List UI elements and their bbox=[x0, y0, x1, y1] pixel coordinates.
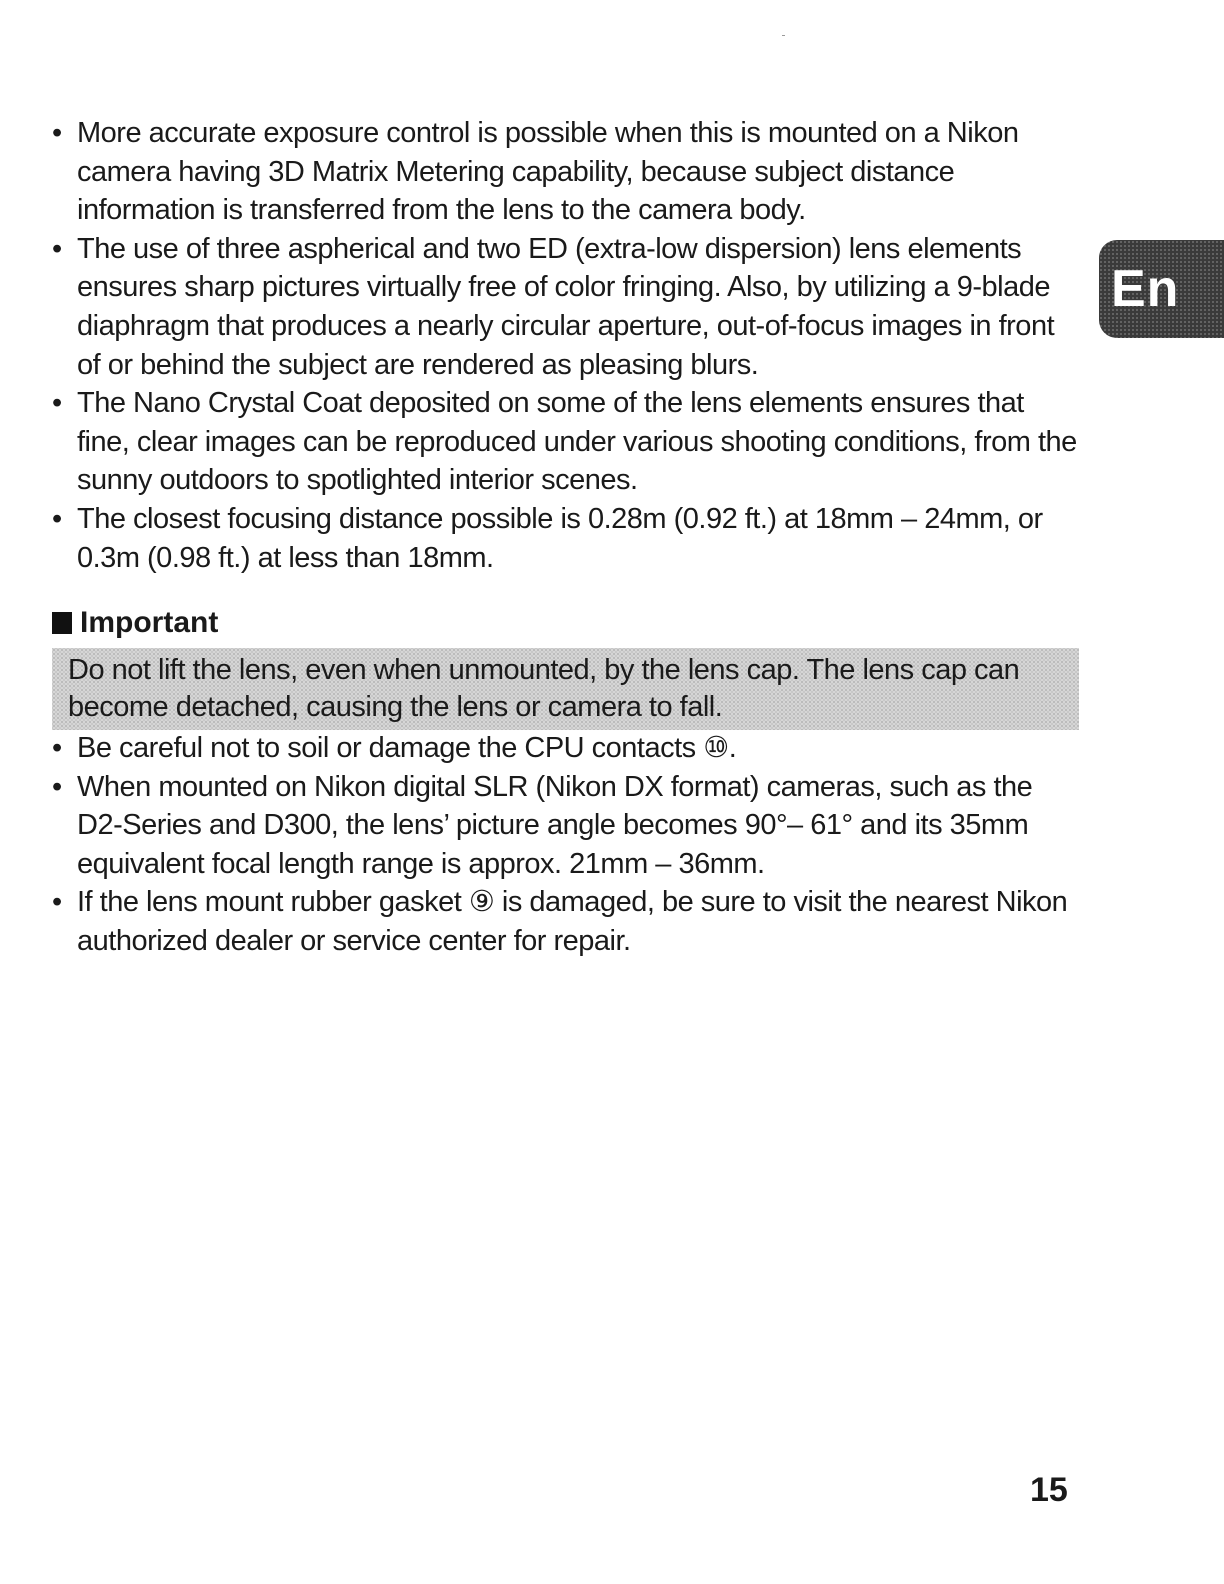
bullet-dot: • bbox=[52, 117, 62, 149]
important-item-rubber-gasket bbox=[52, 883, 1082, 960]
page-number: 15 bbox=[1030, 1471, 1068, 1509]
bullet-dot: • bbox=[52, 387, 62, 420]
feature-item-focusing-distance bbox=[52, 500, 1082, 577]
important-text: If the lens mount rubber gasket ⑨ is damaged, be sure to visit the nearest Nikon authorized dealer or service center for repair. bbox=[77, 886, 1068, 957]
feature-text: More accurate exposure control is possible when this is mounted on a Nikon camera having 3D Matrix Metering capability, because subject distance information is transferred from the lens to the camera body. bbox=[77, 117, 1019, 227]
important-item-dx-format bbox=[52, 768, 1082, 884]
important-heading-text: Important bbox=[80, 606, 219, 639]
bullet-dot: • bbox=[52, 232, 62, 265]
language-tab-label: En bbox=[1111, 260, 1180, 318]
bullet-dot: • bbox=[52, 732, 62, 764]
square-bullet-icon bbox=[52, 612, 72, 634]
language-tab bbox=[1099, 240, 1224, 338]
feature-text: The Nano Crystal Coat deposited on some of the lens elements ensures that fine, clear images can be reproduced under various shooting conditions, from the sunny outdoors to spotlighted interior scenes. bbox=[77, 387, 1077, 497]
bullet-dot: • bbox=[52, 886, 62, 919]
feature-text: The use of three aspherical and two ED (extra-low dispersion) lens elements ensures sharp pictures virtually free of color fringing. Also, by utilizing a 9-blade diaphragm that produces a nearly circular aperture, out-of-focus images in front of or behind the subject are rendered as pleasing blurs. bbox=[77, 232, 1055, 381]
feature-item-aspherical bbox=[52, 230, 1082, 384]
bullet-dot: • bbox=[52, 770, 62, 803]
important-list bbox=[52, 729, 1082, 961]
bullet-dot: • bbox=[52, 502, 62, 535]
important-text: Be careful not to soil or damage the CPU contacts ⑩. bbox=[77, 732, 737, 764]
feature-item-nano-crystal bbox=[52, 384, 1082, 500]
scan-speck bbox=[782, 35, 785, 36]
feature-list bbox=[52, 114, 1082, 577]
important-heading bbox=[52, 604, 218, 642]
warning-text: Do not lift the lens, even when unmounted, by the lens cap. The lens cap can become detached, causing the lens or camera to fall. bbox=[68, 654, 1020, 723]
important-text: When mounted on Nikon digital SLR (Nikon DX format) cameras, such as the D2-Series and D300, the lens’ picture angle becomes 90°– 61° and its 35mm equivalent focal length range is approx. 21mm – 36mm. bbox=[77, 770, 1033, 880]
warning-box bbox=[52, 648, 1079, 730]
feature-text: The closest focusing distance possible is 0.28m (0.92 ft.) at 18mm – 24mm, or 0.3m (0.98 ft.) at less than 18mm. bbox=[77, 502, 1043, 574]
feature-item-metering bbox=[52, 114, 1082, 230]
important-item-cpu-contacts bbox=[52, 729, 1082, 768]
